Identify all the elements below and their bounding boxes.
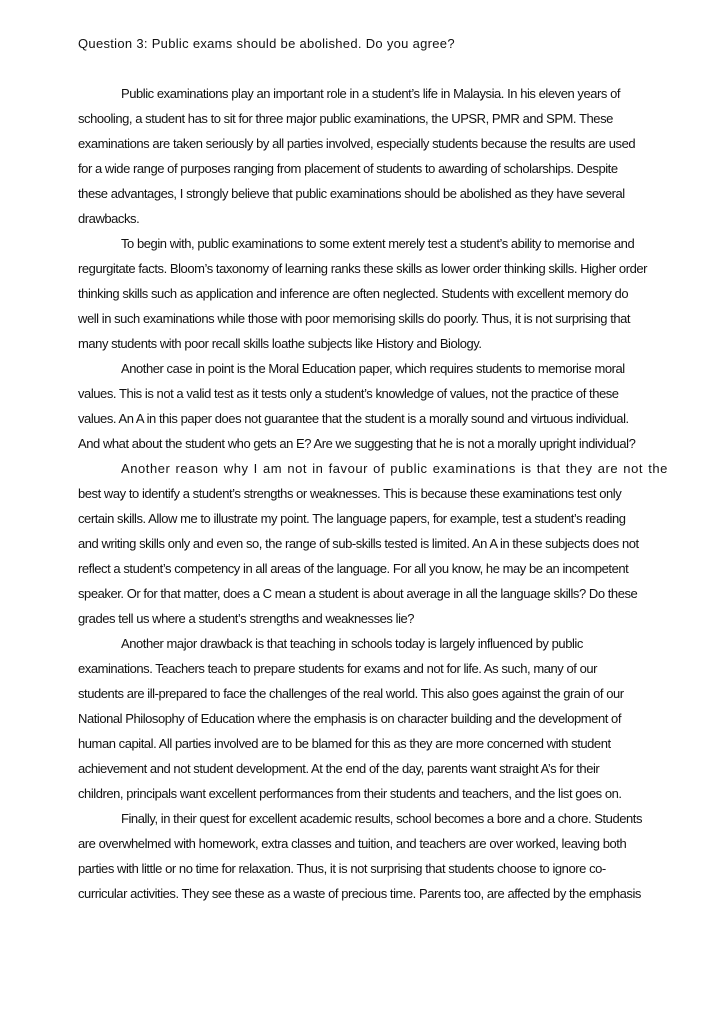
text-line: grades tell us where a student’s strengths and weaknesses lie? (78, 611, 415, 626)
text-line: students are ill-prepared to face the challenges of the real world. This also goes against the grain of our (78, 686, 624, 701)
text-line: these advantages, I strongly believe that public examinations should be abolished as they have several (78, 186, 625, 201)
text-line: Public examinations play an important role in a student’s life in Malaysia. In his eleven years of (121, 86, 621, 101)
text-line: human capital. All parties involved are to be blamed for this as they are more concerned with student (78, 736, 611, 751)
text-line: thinking skills such as application and inference are often neglected. Students with excellent memory do (78, 286, 629, 301)
text-line: speaker. Or for that matter, does a C mean a student is about average in all the language skills? Do these (78, 586, 638, 601)
text-line: are overwhelmed with homework, extra classes and tuition, and teachers are over worked, leaving both (78, 836, 627, 851)
text-line: curricular activities. They see these as a waste of precious time. Parents too, are affected by the emphasis (78, 886, 641, 901)
text-line: parties with little or no time for relaxation. Thus, it is not surprising that students choose to ignore co- (78, 861, 606, 876)
text-line: drawbacks. (78, 211, 140, 226)
text-line: many students with poor recall skills loathe subjects like History and Biology. (78, 336, 482, 351)
text-line: Another reason why I am not in favour of public examinations is that they are not the (121, 461, 668, 476)
text-line: examinations are taken seriously by all parties involved, especially students because the results are used (78, 136, 636, 151)
text-line: And what about the student who gets an E? Are we suggesting that he is not a morally upright individual? (78, 436, 636, 451)
text-line: schooling, a student has to sit for three major public examinations, the UPSR, PMR and SPM. These (78, 111, 613, 126)
text-line: well in such examinations while those with poor memorising skills do poorly. Thus, it is not surprising that (78, 311, 631, 326)
text-line: values. This is not a valid test as it tests only a student’s knowledge of values, not the practice of these (78, 386, 619, 401)
text-line: regurgitate facts. Bloom’s taxonomy of learning ranks these skills as lower order thinking skills. Higher order (78, 261, 648, 276)
text-line: certain skills. Allow me to illustrate my point. The language papers, for example, test a student’s reading (78, 511, 626, 526)
question-title: Question 3: Public exams should be abolished. Do you agree? (78, 36, 455, 51)
text-line: best way to identify a student’s strengths or weaknesses. This is because these examinations test only (78, 486, 622, 501)
text-line: Finally, in their quest for excellent academic results, school becomes a bore and a chore. Students (121, 811, 643, 826)
text-line: values. An A in this paper does not guarantee that the student is a morally sound and virtuous individual. (78, 411, 629, 426)
text-line: and writing skills only and even so, the range of sub-skills tested is limited. An A in these subjects does not (78, 536, 639, 551)
text-line: children, principals want excellent performances from their students and teachers, and the list goes on. (78, 786, 622, 801)
text-line: for a wide range of purposes ranging from placement of students to awarding of scholarships. Despite (78, 161, 618, 176)
text-line: To begin with, public examinations to some extent merely test a student’s ability to memorise and (121, 236, 635, 251)
text-line: achievement and not student development. At the end of the day, parents want straight A’s for their (78, 761, 600, 776)
text-line: National Philosophy of Education where the emphasis is on character building and the development of (78, 711, 621, 726)
text-line: examinations. Teachers teach to prepare students for exams and not for life. As such, many of our (78, 661, 598, 676)
text-line: Another major drawback is that teaching in schools today is largely influenced by public (121, 636, 583, 651)
text-line: reflect a student’s competency in all areas of the language. For all you know, he may be an incompetent (78, 561, 629, 576)
text-line: Another case in point is the Moral Education paper, which requires students to memorise moral (121, 361, 625, 376)
